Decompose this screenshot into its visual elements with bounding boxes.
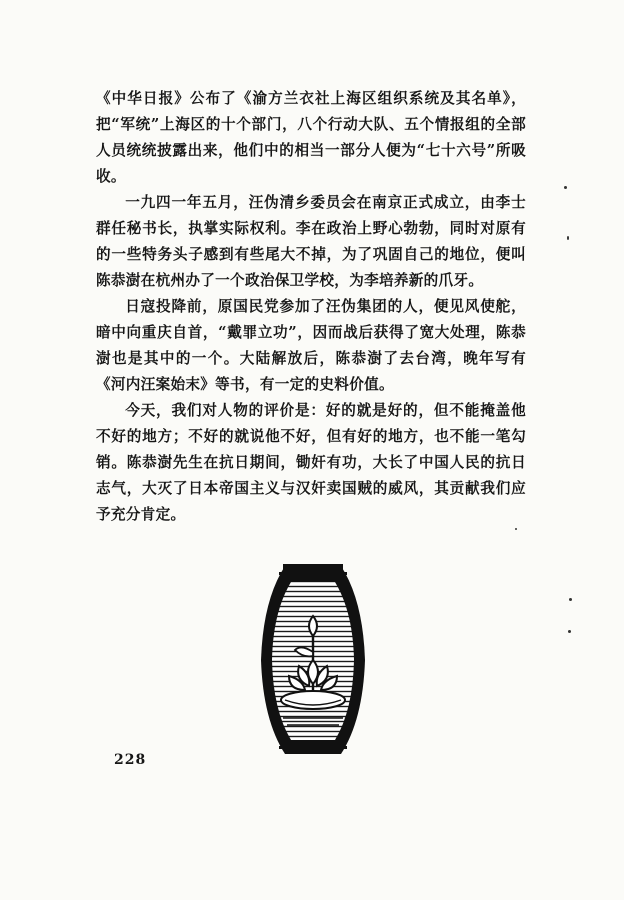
paragraph: 一九四一年五月，汪伪清乡委员会在南京正式成立，由李士群任秘书长，执掌实际权利。李在政治上野心勃勃，同时对原有的一些特务头子感到有些尾大不掉，为了巩固自己的地位，便叫陈恭澍在杭州办了一个政治保卫学校，为李培养新的爪牙。 bbox=[96, 194, 526, 289]
paragraph: 日寇投降前，原国民党参加了汪伪集团的人，便见风使舵，暗中向重庆自首，“戴罪立功”，因而战后获得了宽大处理，陈恭澍也是其中的一个。大陆解放后，陈恭澍了去台湾，晚年写有《河内汪案始末》等书，有一定的史料价值。 bbox=[96, 298, 526, 393]
scan-speck bbox=[564, 186, 567, 189]
scan-speck bbox=[515, 528, 517, 530]
page-number: 228 bbox=[114, 752, 147, 768]
paragraph: 今天，我们对人物的评价是：好的就是好的，但不能掩盖他不好的地方；不好的就说他不好，但有好的地方，也不能一笔勾销。陈恭澍先生在抗日期间，锄奸有功，大长了中国人民的抗日志气，大灭了日本帝国主义与汉奸卖国贼的威风，其贡献我们应予充分肯定。 bbox=[96, 402, 526, 523]
scan-speck bbox=[568, 630, 571, 633]
lotus-vase-illustration-icon bbox=[255, 560, 371, 760]
scan-speck bbox=[569, 598, 572, 601]
scan-speck bbox=[567, 236, 569, 240]
body-text bbox=[96, 86, 526, 528]
paragraph-continued: 《中华日报》公布了《渝方兰衣社上海区组织系统及其名单》，把“军统”上海区的十个部门，八个行动大队、五个情报组的全部人员统统披露出来，他们中的相当一部分人便为“七十六号”所吸收。 bbox=[96, 90, 526, 185]
